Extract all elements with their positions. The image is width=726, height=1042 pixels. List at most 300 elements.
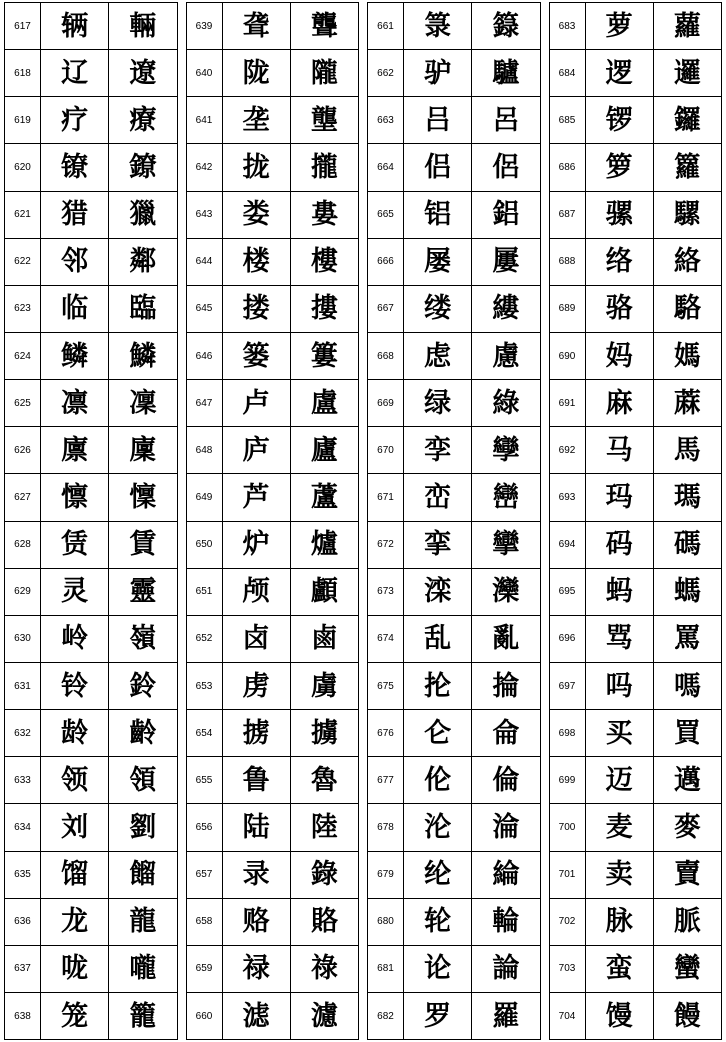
simplified-character: 铃 [41, 663, 109, 709]
table-row [368, 946, 540, 993]
entry-number: 639 [187, 3, 223, 49]
traditional-character: 簍 [310, 340, 338, 372]
simplified-character: 刘 [41, 804, 109, 850]
traditional-character: 慮 [492, 340, 520, 372]
entry-number: 617 [5, 3, 41, 49]
simplified-character: 骡 [586, 192, 654, 238]
traditional-character: 爐 [310, 529, 338, 561]
traditional-character: 籮 [673, 151, 701, 183]
entry-number: 629 [5, 569, 41, 615]
simplified-character: 麦 [586, 804, 654, 850]
table-row [5, 380, 177, 427]
entry-number: 680 [368, 899, 404, 945]
entry-number: 677 [368, 757, 404, 803]
entry-number: 675 [368, 663, 404, 709]
simplified-character: 笼 [41, 993, 109, 1039]
table-row [5, 50, 177, 97]
table-row [187, 569, 359, 616]
traditional-character: 綠 [492, 387, 520, 419]
entry-number: 655 [187, 757, 223, 803]
table-row [187, 3, 359, 50]
entry-number: 662 [368, 50, 404, 96]
traditional-character: 孿 [492, 434, 520, 466]
traditional-character: 綸 [492, 859, 520, 891]
entry-number: 641 [187, 97, 223, 143]
entry-number: 674 [368, 616, 404, 662]
entry-number: 669 [368, 380, 404, 426]
table-row [368, 757, 540, 804]
table-row [550, 474, 722, 521]
entry-number: 658 [187, 899, 223, 945]
traditional-character: 論 [492, 953, 520, 985]
table-row [187, 616, 359, 663]
simplified-character: 萝 [586, 3, 654, 49]
traditional-character: 攏 [310, 151, 338, 183]
character-column [367, 2, 541, 1040]
simplified-character: 缕 [404, 286, 472, 332]
traditional-character: 鋁 [492, 199, 520, 231]
traditional-character: 蔴 [673, 387, 701, 419]
traditional-character: 鑼 [673, 104, 701, 136]
entry-number: 672 [368, 522, 404, 568]
table-row [5, 3, 177, 50]
traditional-character: 樓 [310, 246, 338, 278]
simplified-character: 码 [586, 522, 654, 568]
simplified-character: 峦 [404, 474, 472, 520]
entry-number: 660 [187, 993, 223, 1039]
character-column [4, 2, 178, 1040]
simplified-character: 陆 [223, 804, 291, 850]
traditional-character: 摟 [310, 293, 338, 325]
table-row [5, 663, 177, 710]
entry-number: 663 [368, 97, 404, 143]
simplified-character: 骆 [586, 286, 654, 332]
entry-number: 696 [550, 616, 586, 662]
table-row [187, 239, 359, 286]
table-row [368, 50, 540, 97]
traditional-character: 罵 [673, 623, 701, 655]
table-row [368, 333, 540, 380]
simplified-character: 篓 [223, 333, 291, 379]
simplified-character: 卢 [223, 380, 291, 426]
character-column [186, 2, 360, 1040]
table-row [187, 804, 359, 851]
table-row [5, 192, 177, 239]
entry-number: 620 [5, 144, 41, 190]
table-row [550, 192, 722, 239]
traditional-character: 灤 [492, 576, 520, 608]
table-row [550, 569, 722, 616]
entry-number: 700 [550, 804, 586, 850]
simplified-character: 虏 [223, 663, 291, 709]
simplified-character: 箩 [586, 144, 654, 190]
entry-number: 642 [187, 144, 223, 190]
entry-number: 671 [368, 474, 404, 520]
traditional-character: 蘆 [310, 481, 338, 513]
table-row [550, 144, 722, 191]
entry-number: 665 [368, 192, 404, 238]
traditional-character: 療 [129, 104, 157, 136]
traditional-character: 顱 [310, 576, 338, 608]
entry-number: 631 [5, 663, 41, 709]
traditional-character: 鱗 [129, 340, 157, 372]
traditional-character: 巒 [492, 481, 520, 513]
table-row [550, 380, 722, 427]
simplified-character: 吗 [586, 663, 654, 709]
traditional-character: 陸 [310, 811, 338, 843]
traditional-character: 饅 [673, 1000, 701, 1032]
traditional-character: 羅 [492, 1000, 520, 1032]
entry-number: 673 [368, 569, 404, 615]
traditional-character: 婁 [310, 199, 338, 231]
entry-number: 695 [550, 569, 586, 615]
entry-number: 651 [187, 569, 223, 615]
simplified-character: 楼 [223, 239, 291, 285]
simplified-character: 拢 [223, 144, 291, 190]
entry-number: 636 [5, 899, 41, 945]
simplified-character: 赁 [41, 522, 109, 568]
traditional-character: 螞 [673, 576, 701, 608]
table-row [5, 616, 177, 663]
simplified-character: 聋 [223, 3, 291, 49]
simplified-character: 娄 [223, 192, 291, 238]
simplified-character: 领 [41, 757, 109, 803]
entry-number: 649 [187, 474, 223, 520]
simplified-character: 妈 [586, 333, 654, 379]
entry-number: 693 [550, 474, 586, 520]
table-row [5, 97, 177, 144]
traditional-character: 遼 [129, 57, 157, 89]
traditional-character: 嗎 [673, 670, 701, 702]
table-row [550, 663, 722, 710]
simplified-character: 绿 [404, 380, 472, 426]
table-row [5, 993, 177, 1039]
table-row [368, 144, 540, 191]
traditional-character: 輪 [492, 906, 520, 938]
entry-number: 647 [187, 380, 223, 426]
table-row [368, 380, 540, 427]
simplified-character: 滦 [404, 569, 472, 615]
traditional-character: 餾 [129, 859, 157, 891]
entry-number: 678 [368, 804, 404, 850]
simplified-character: 庐 [223, 427, 291, 473]
table-row [368, 427, 540, 474]
table-row [187, 380, 359, 427]
entry-number: 684 [550, 50, 586, 96]
traditional-character: 懍 [129, 481, 157, 513]
simplified-character: 邻 [41, 239, 109, 285]
entry-number: 643 [187, 192, 223, 238]
table-row [5, 474, 177, 521]
traditional-character: 碼 [673, 529, 701, 561]
simplified-character: 芦 [223, 474, 291, 520]
simplified-character: 乱 [404, 616, 472, 662]
entry-number: 667 [368, 286, 404, 332]
simplified-character: 懔 [41, 474, 109, 520]
table-row [187, 427, 359, 474]
entry-number: 691 [550, 380, 586, 426]
table-row [550, 757, 722, 804]
table-row [368, 993, 540, 1039]
table-row [550, 239, 722, 286]
entry-number: 670 [368, 427, 404, 473]
table-row [550, 899, 722, 946]
simplified-character: 脉 [586, 899, 654, 945]
simplified-character: 卖 [586, 852, 654, 898]
simplified-character: 灵 [41, 569, 109, 615]
simplified-character: 孪 [404, 427, 472, 473]
simplified-character: 蛮 [586, 946, 654, 992]
table-row [550, 522, 722, 569]
entry-number: 645 [187, 286, 223, 332]
simplified-character: 蚂 [586, 569, 654, 615]
entry-number: 689 [550, 286, 586, 332]
traditional-character: 亂 [492, 623, 520, 655]
table-row [5, 333, 177, 380]
traditional-character: 龍 [129, 906, 157, 938]
simplified-character: 仑 [404, 710, 472, 756]
entry-number: 682 [368, 993, 404, 1039]
entry-number: 634 [5, 804, 41, 850]
entry-number: 656 [187, 804, 223, 850]
table-row [368, 616, 540, 663]
table-row [550, 710, 722, 757]
table-row [187, 757, 359, 804]
simplified-character: 镣 [41, 144, 109, 190]
simplified-character: 铝 [404, 192, 472, 238]
table-row [550, 3, 722, 50]
traditional-character: 呂 [492, 104, 520, 136]
table-row [5, 899, 177, 946]
entry-number: 681 [368, 946, 404, 992]
table-row [5, 804, 177, 851]
traditional-character: 齡 [129, 717, 157, 749]
table-row [368, 804, 540, 851]
simplified-character: 陇 [223, 50, 291, 96]
simplified-character: 滤 [223, 993, 291, 1039]
entry-number: 619 [5, 97, 41, 143]
entry-number: 688 [550, 239, 586, 285]
traditional-character: 嚨 [129, 953, 157, 985]
entry-number: 654 [187, 710, 223, 756]
character-column [549, 2, 723, 1040]
entry-number: 646 [187, 333, 223, 379]
traditional-character: 輛 [129, 10, 157, 42]
simplified-character: 马 [586, 427, 654, 473]
simplified-character: 馏 [41, 852, 109, 898]
table-row [187, 946, 359, 993]
table-row [187, 899, 359, 946]
table-row [187, 50, 359, 97]
simplified-character: 骂 [586, 616, 654, 662]
entry-number: 637 [5, 946, 41, 992]
table-row [550, 804, 722, 851]
entry-number: 698 [550, 710, 586, 756]
traditional-character: 駱 [673, 293, 701, 325]
entry-number: 621 [5, 192, 41, 238]
simplified-character: 伦 [404, 757, 472, 803]
table-row [368, 192, 540, 239]
simplified-character: 买 [586, 710, 654, 756]
simplified-character: 廪 [41, 427, 109, 473]
entry-number: 692 [550, 427, 586, 473]
entry-number: 630 [5, 616, 41, 662]
traditional-character: 鈴 [129, 670, 157, 702]
table-row [550, 993, 722, 1039]
simplified-character: 罗 [404, 993, 472, 1039]
table-row [550, 50, 722, 97]
simplified-character: 锣 [586, 97, 654, 143]
traditional-character: 靈 [129, 576, 157, 608]
simplified-character: 疗 [41, 97, 109, 143]
traditional-character: 獵 [129, 199, 157, 231]
table-row [187, 852, 359, 899]
table-row [550, 333, 722, 380]
entry-number: 676 [368, 710, 404, 756]
simplified-character: 抡 [404, 663, 472, 709]
traditional-character: 買 [673, 717, 701, 749]
traditional-character: 凜 [129, 387, 157, 419]
traditional-character: 劉 [129, 811, 157, 843]
table-row [187, 474, 359, 521]
table-row [5, 522, 177, 569]
simplified-character: 卤 [223, 616, 291, 662]
simplified-character: 箓 [404, 3, 472, 49]
simplified-character: 录 [223, 852, 291, 898]
simplified-character: 凛 [41, 380, 109, 426]
traditional-character: 賃 [129, 529, 157, 561]
traditional-character: 廩 [129, 434, 157, 466]
simplified-character: 垄 [223, 97, 291, 143]
table-row [5, 852, 177, 899]
table-row [368, 239, 540, 286]
entry-number: 668 [368, 333, 404, 379]
entry-number: 648 [187, 427, 223, 473]
entry-number: 652 [187, 616, 223, 662]
entry-number: 650 [187, 522, 223, 568]
table-row [187, 286, 359, 333]
table-row [550, 852, 722, 899]
traditional-character: 縷 [492, 293, 520, 325]
simplified-character: 鳞 [41, 333, 109, 379]
traditional-character: 盧 [310, 387, 338, 419]
entry-number: 702 [550, 899, 586, 945]
traditional-character: 蠻 [673, 953, 701, 985]
table-row [368, 3, 540, 50]
entry-number: 661 [368, 3, 404, 49]
traditional-character: 賂 [310, 906, 338, 938]
traditional-character: 掄 [492, 670, 520, 702]
traditional-character: 侶 [492, 151, 520, 183]
traditional-character: 鐐 [129, 151, 157, 183]
table-row [187, 333, 359, 380]
traditional-character: 鹵 [310, 623, 338, 655]
entry-number: 687 [550, 192, 586, 238]
traditional-character: 虜 [310, 670, 338, 702]
table-row [368, 663, 540, 710]
traditional-character: 壟 [310, 104, 338, 136]
table-row [368, 474, 540, 521]
traditional-character: 聾 [310, 10, 338, 42]
entry-number: 618 [5, 50, 41, 96]
traditional-character: 攣 [492, 529, 520, 561]
traditional-character: 祿 [310, 953, 338, 985]
entry-number: 704 [550, 993, 586, 1039]
entry-number: 626 [5, 427, 41, 473]
entry-number: 640 [187, 50, 223, 96]
table-row [550, 427, 722, 474]
traditional-character: 瑪 [673, 481, 701, 513]
traditional-character: 絡 [673, 246, 701, 278]
table-row [5, 569, 177, 616]
table-row [5, 239, 177, 286]
traditional-character: 隴 [310, 57, 338, 89]
traditional-character: 邏 [673, 57, 701, 89]
entry-number: 666 [368, 239, 404, 285]
simplified-character: 虑 [404, 333, 472, 379]
table-row [187, 710, 359, 757]
simplified-character: 赂 [223, 899, 291, 945]
table-row [5, 144, 177, 191]
table-row [5, 946, 177, 993]
simplified-character: 炉 [223, 522, 291, 568]
table-row [187, 97, 359, 144]
traditional-character: 擄 [310, 717, 338, 749]
table-row [368, 522, 540, 569]
entry-number: 690 [550, 333, 586, 379]
traditional-character: 蘿 [673, 10, 701, 42]
table-row [187, 144, 359, 191]
table-row [368, 710, 540, 757]
entry-number: 701 [550, 852, 586, 898]
entry-number: 625 [5, 380, 41, 426]
simplified-character: 侣 [404, 144, 472, 190]
simplified-character: 鲁 [223, 757, 291, 803]
simplified-character: 轮 [404, 899, 472, 945]
traditional-character: 廬 [310, 434, 338, 466]
traditional-character: 媽 [673, 340, 701, 372]
entry-number: 638 [5, 993, 41, 1039]
entry-number: 623 [5, 286, 41, 332]
table-row [550, 616, 722, 663]
simplified-character: 临 [41, 286, 109, 332]
entry-number: 622 [5, 239, 41, 285]
traditional-character: 邁 [673, 764, 701, 796]
traditional-character: 侖 [492, 717, 520, 749]
simplified-character: 咙 [41, 946, 109, 992]
traditional-character: 騾 [673, 199, 701, 231]
simplified-character: 龄 [41, 710, 109, 756]
simplified-character: 沦 [404, 804, 472, 850]
traditional-character: 籠 [129, 1000, 157, 1032]
traditional-character: 臨 [129, 293, 157, 325]
traditional-character: 濾 [310, 1000, 338, 1032]
traditional-character: 籙 [492, 10, 520, 42]
table-row [187, 522, 359, 569]
entry-number: 659 [187, 946, 223, 992]
traditional-character: 驢 [492, 57, 520, 89]
simplified-character: 馒 [586, 993, 654, 1039]
entry-number: 699 [550, 757, 586, 803]
traditional-character: 鄰 [129, 246, 157, 278]
traditional-character: 錄 [310, 859, 338, 891]
entry-number: 703 [550, 946, 586, 992]
simplified-character: 辆 [41, 3, 109, 49]
table-row [550, 97, 722, 144]
traditional-character: 馬 [673, 434, 701, 466]
entry-number: 632 [5, 710, 41, 756]
table-row [368, 569, 540, 616]
